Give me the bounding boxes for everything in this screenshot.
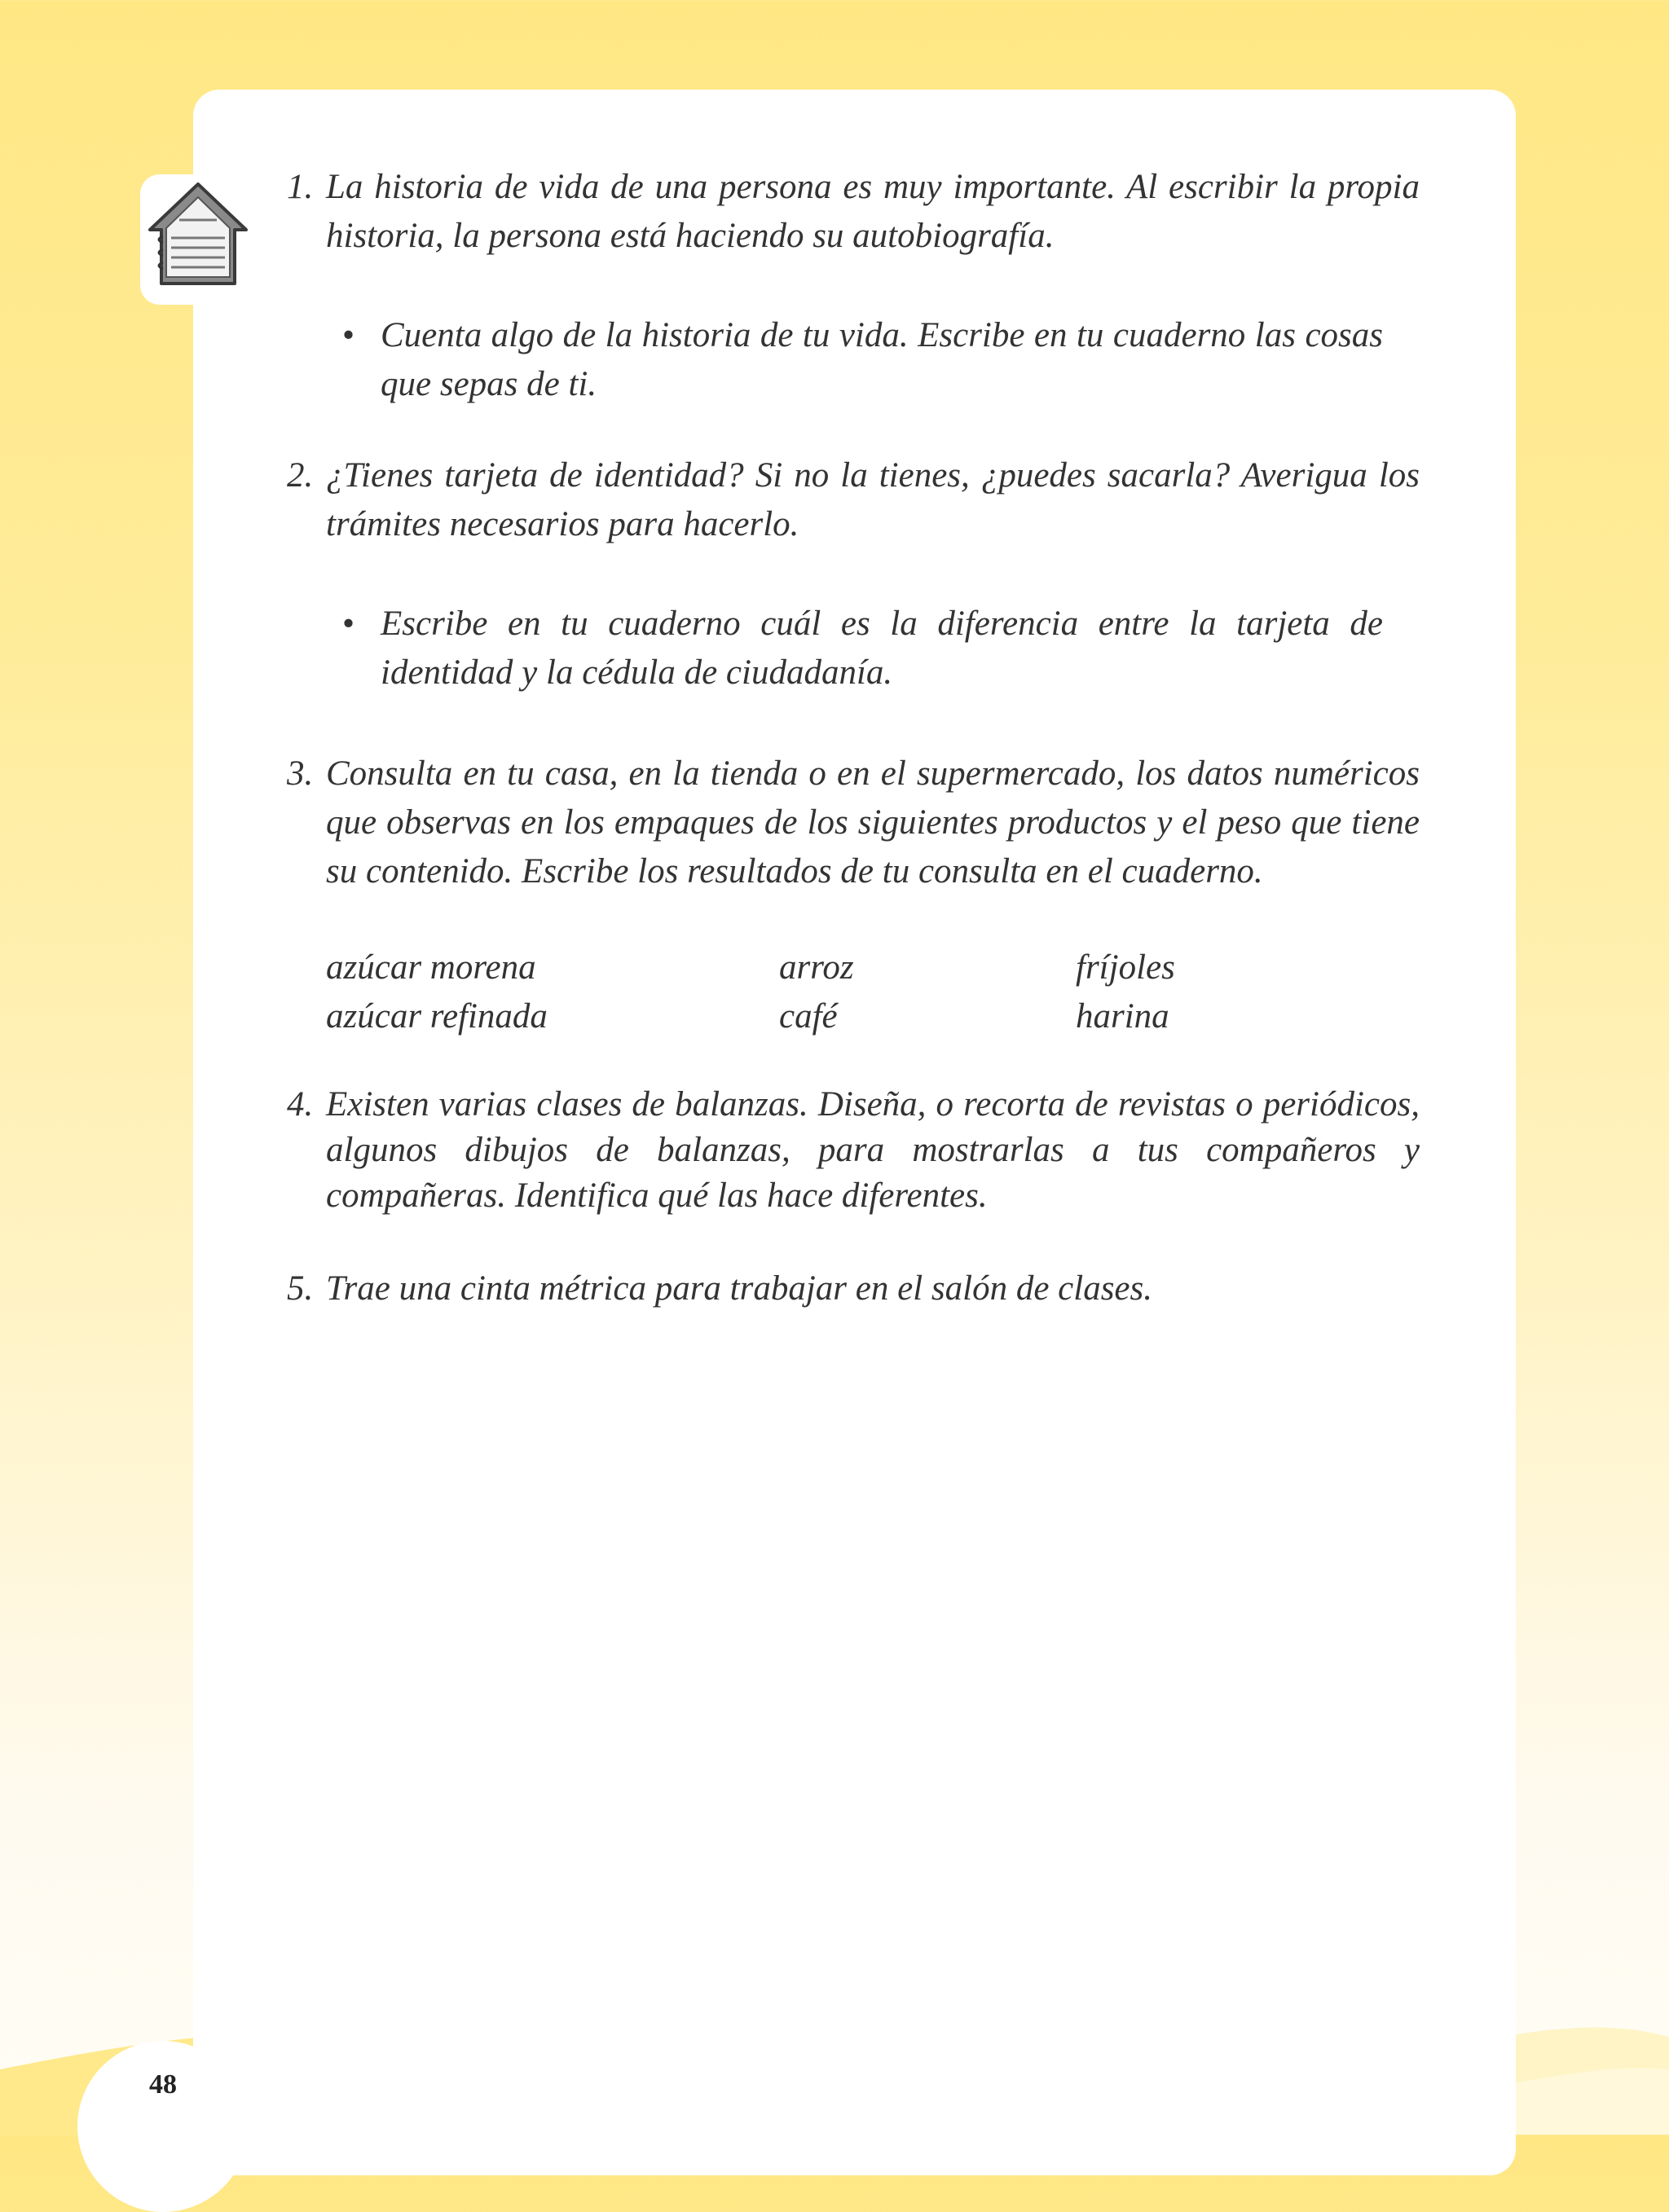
product-list: [287, 943, 1420, 1041]
product-item: harina: [1076, 997, 1169, 1036]
item-text: Trae una cinta métrica para trabajar en el salón de clases.: [326, 1269, 1153, 1308]
house-notebook-icon: [147, 179, 249, 288]
item-number: 1.: [287, 168, 314, 206]
page-number: 48: [149, 2069, 177, 2100]
sub-item-2: [287, 600, 1420, 697]
activity-item-5: [287, 1264, 1420, 1313]
item-number: 3.: [287, 754, 314, 793]
item-text: Consulta en tu casa, en la tienda o en el supermercado, los datos numéricos que observas en los empaques de los siguientes productos y el peso que tiene su contenido. Escribe los resultados de tu consulta en el cuaderno.: [326, 754, 1420, 891]
item-text: ¿Tienes tarjeta de identidad? Si no la tienes, ¿puedes sacarla? Averigua los trámites necesarios para hacerlo.: [326, 456, 1420, 543]
bullet: •: [342, 316, 355, 354]
product-item: azúcar refinada: [326, 997, 548, 1036]
activity-item-2: [287, 451, 1420, 549]
sub-item-text: Escribe en tu cuaderno cuál es la diferencia entre la tarjeta de identidad y la cédula de ciudadanía.: [381, 605, 1383, 692]
item-number: 5.: [287, 1269, 314, 1308]
product-item: azúcar morena: [326, 948, 536, 987]
item-text: La historia de vida de una persona es muy importante. Al escribir la propia historia, la persona está haciendo su autobiografía.: [326, 168, 1420, 255]
activity-item-4: [287, 1082, 1420, 1219]
sub-item-1: [287, 311, 1420, 409]
product-item: fríjoles: [1076, 948, 1175, 987]
activity-list: [287, 163, 1420, 1313]
product-item: arroz: [779, 948, 854, 987]
sub-item-text: Cuenta algo de la historia de tu vida. Escribe en tu cuaderno las cosas que sepas de ti.: [381, 316, 1383, 403]
item-text: Existen varias clases de balanzas. Diseña, o recorta de revistas o periódicos, algunos dibujos de balanzas, para mostrarlas a tus compañeros y compañeras. Identifica qué las hace diferentes.: [326, 1085, 1420, 1215]
bullet: •: [342, 605, 355, 643]
product-item: café: [779, 997, 838, 1036]
activity-item-1: [287, 163, 1420, 261]
item-number: 2.: [287, 456, 314, 495]
item-number: 4.: [287, 1085, 314, 1124]
activity-item-3: [287, 750, 1420, 896]
page-number-badge: [77, 2041, 249, 2212]
